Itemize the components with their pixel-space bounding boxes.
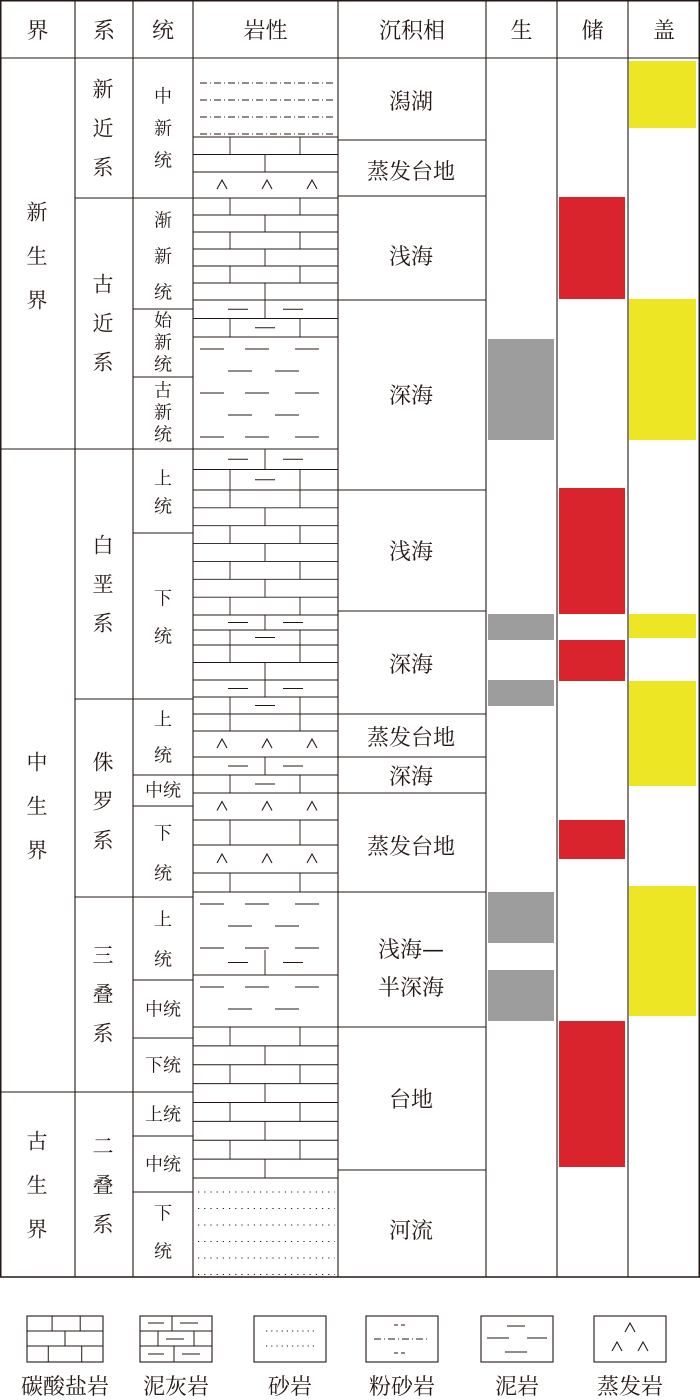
series-label: 上统 <box>154 909 172 971</box>
legend-label: 砂岩 <box>267 1374 313 1400</box>
reservoir-bar <box>559 1021 625 1167</box>
facies-label: 浅海 <box>388 539 434 565</box>
facies-label: 蒸发台地 <box>366 725 456 751</box>
petroleum-system-bars <box>488 61 696 1167</box>
header-lithology: 岩性 <box>243 18 288 44</box>
system-label: 侏罗系 <box>92 750 114 853</box>
reservoir-bar <box>559 197 625 299</box>
facies-label: 深海 <box>388 652 434 678</box>
system-label: 二叠系 <box>92 1134 114 1237</box>
series-label: 中新统 <box>154 86 172 172</box>
legend-swatch <box>254 1316 326 1362</box>
system-label: 新近系 <box>92 77 114 180</box>
legend-evaporite <box>594 1316 666 1362</box>
series-label: 上统 <box>145 1104 181 1126</box>
header-source: 生 <box>510 18 533 44</box>
facies-label: 浅海 <box>388 244 434 270</box>
series-label: 下统 <box>154 588 172 648</box>
seal-bar <box>629 681 696 786</box>
seal-bar <box>629 886 696 1016</box>
facies-label: 蒸发台地 <box>366 834 456 860</box>
header-facies: 沉积相 <box>378 18 446 44</box>
system-label: 古近系 <box>92 272 114 375</box>
seal-bar <box>629 614 696 638</box>
series-label: 渐新统 <box>154 210 172 304</box>
source-rock-bar <box>488 970 554 1021</box>
reservoir-bar <box>559 820 625 859</box>
reservoir-bar <box>559 488 625 614</box>
legend-siltstone <box>366 1316 438 1362</box>
header-era: 界 <box>26 18 49 44</box>
source-rock-bar <box>488 892 554 943</box>
series-label: 上统 <box>154 468 172 518</box>
header-system: 系 <box>92 18 116 44</box>
facies-label: 潟湖 <box>388 89 434 115</box>
facies-label: 台地 <box>388 1087 434 1113</box>
legend-sandstone <box>254 1316 326 1362</box>
facies-label: 深海 <box>388 764 434 790</box>
header-series: 统 <box>151 18 175 44</box>
reservoir-bar <box>559 640 625 681</box>
legend-carbonate <box>27 1316 103 1362</box>
source-rock-bar <box>488 614 554 640</box>
lithology-column <box>193 83 338 1275</box>
facies-label: 深海 <box>388 383 434 409</box>
series-label: 下统 <box>145 1055 181 1077</box>
system-label: 三叠系 <box>92 943 114 1046</box>
series-label: 下统 <box>154 1203 172 1263</box>
legend-label: 粉砂岩 <box>368 1374 436 1400</box>
legend-mudstone <box>481 1316 553 1362</box>
header-seal: 盖 <box>652 18 676 44</box>
seal-bar <box>629 299 696 440</box>
era-label: 新生界 <box>26 200 48 313</box>
legend-swatch <box>481 1316 553 1362</box>
source-rock-bar <box>488 680 554 706</box>
series-label: 古新统 <box>154 380 172 446</box>
series-label: 中统 <box>145 1154 181 1176</box>
legend-label: 蒸发岩 <box>596 1374 664 1400</box>
legend-label: 碳酸盐岩 <box>20 1374 110 1400</box>
seal-bar <box>629 61 696 128</box>
series-label: 上统 <box>154 709 172 767</box>
series-label: 下统 <box>154 823 172 885</box>
facies-label: 蒸发台地 <box>366 159 456 185</box>
era-label: 中生界 <box>26 750 48 863</box>
series-label: 中统 <box>145 999 181 1021</box>
legend-marl <box>140 1316 212 1362</box>
legend-label: 泥灰岩 <box>142 1374 210 1400</box>
lithology-legend <box>27 1316 666 1362</box>
series-label: 始新统 <box>154 310 172 376</box>
series-label: 中统 <box>145 780 181 802</box>
facies-label: 河流 <box>388 1218 434 1244</box>
header-reservoir: 储 <box>581 18 604 44</box>
era-label: 古生界 <box>26 1129 48 1242</box>
system-label: 白垩系 <box>92 533 114 636</box>
facies-label: 浅海—半深海 <box>377 937 445 1001</box>
legend-label: 泥岩 <box>494 1374 540 1400</box>
source-rock-bar <box>488 339 554 440</box>
